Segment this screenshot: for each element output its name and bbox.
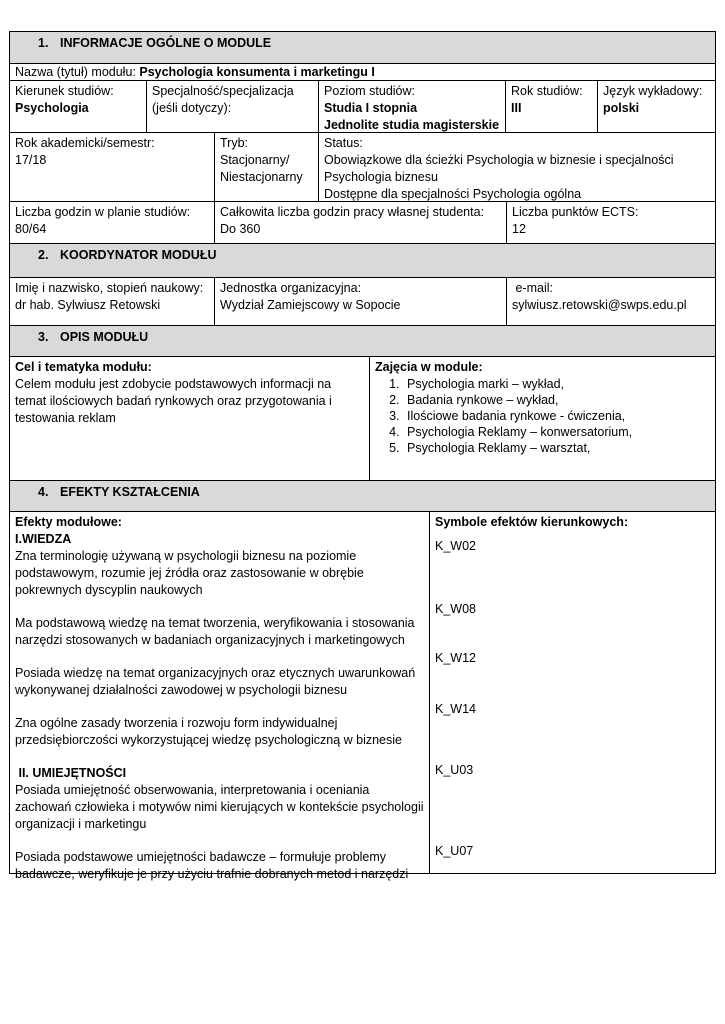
effect-symbol: K_W12 <box>435 651 476 665</box>
effect-symbol: K_W14 <box>435 702 476 716</box>
akad-label: Rok akademicki/semestr: <box>15 136 155 150</box>
status-line: Psychologia biznesu <box>324 170 438 184</box>
effect-text: przedsiębiorczości wykorzystującej wiedzę psychologiczną w biznesie <box>15 733 402 747</box>
godz-label: Liczba godzin w planie studiów: <box>15 205 191 219</box>
coordinator-row <box>9 278 716 326</box>
goal-text: temat ilościowych badań rynkowych oraz przygotowania i <box>15 394 332 408</box>
list-item: 3. Ilościowe badania rynkowe - ćwiczenia, <box>403 408 710 424</box>
poziom-label: Poziom studiów: <box>324 84 416 98</box>
module-card <box>9 31 716 881</box>
goal-text: Celem modułu jest zdobycie podstawowych informacji na <box>15 377 332 391</box>
unit-label: Jednostka organizacyjna: <box>220 281 362 295</box>
coordinator-name-value: dr hab. Sylwiusz Retowski <box>15 298 161 312</box>
effect-text: Zna terminologię używaną w psychologii biznesu na poziomie <box>15 549 357 563</box>
goal-text: testowania reklam <box>15 411 116 425</box>
effect-text: Zna ogólne zasady tworzenia i rozwoju form indywidualnej <box>15 716 338 730</box>
section-number: 1. <box>38 36 49 50</box>
kierunek-value: Psychologia <box>15 101 89 115</box>
effect-symbol: K_U03 <box>435 763 474 777</box>
effect-symbol: K_U07 <box>435 844 474 858</box>
umiejetnosci-label: II. UMIEJĘTNOŚCI <box>15 766 127 780</box>
academic-year-row <box>9 133 716 202</box>
classes-list <box>375 376 710 456</box>
section-title: INFORMACJE OGÓLNE O MODULE <box>60 36 272 50</box>
study-info-row <box>9 81 716 133</box>
section-number: 3. <box>38 330 49 344</box>
effect-text: podstawowym, rozumie jej źródła oraz zastosowanie w obrębie <box>15 566 364 580</box>
spec-label-sub: (jeśli dotyczy): <box>152 101 232 115</box>
effect-symbol: K_W08 <box>435 602 476 616</box>
jezyk-value: polski <box>603 101 640 115</box>
section-title: OPIS MODUŁU <box>60 330 149 344</box>
akad-value: 17/18 <box>15 153 47 167</box>
tryb-value-2: Niestacjonarny <box>220 170 303 184</box>
kierunek-label: Kierunek studiów: <box>15 84 114 98</box>
classes-label: Zajęcia w module: <box>375 360 483 374</box>
effect-text: organizacji i marketingu <box>15 817 147 831</box>
module-name-row <box>9 64 716 81</box>
list-item: 2. Badania rynkowe – wykład, <box>403 392 710 408</box>
effect-text: Posiada wiedzę na temat organizacyjnych oraz etycznych uwarunkowań <box>15 666 416 680</box>
poziom-value: Studia I stopnia <box>324 101 418 115</box>
email-label: e-mail: <box>512 281 553 295</box>
praca-label: Całkowita liczba godzin pracy własnej studenta: <box>220 205 485 219</box>
section-1-header <box>9 31 716 64</box>
status-line: Dostępne dla specjalności Psychologia ogólna <box>324 187 582 201</box>
ects-label: Liczba punktów ECTS: <box>512 205 639 219</box>
rok-label: Rok studiów: <box>511 84 583 98</box>
effect-text: Ma podstawową wiedzę na temat tworzenia, weryfikowania i stosowania <box>15 616 415 630</box>
section-2-header <box>9 244 716 278</box>
section-3-header <box>9 326 716 357</box>
effect-text: zachowań człowieka i motywów nimi kierujących w kontekście psychologii <box>15 800 424 814</box>
godz-value: 80/64 <box>15 222 47 236</box>
coordinator-name-label: Imię i nazwisko, stopień naukowy: <box>15 281 204 295</box>
ects-value: 12 <box>512 222 526 236</box>
praca-value: Do 360 <box>220 222 261 236</box>
section-title: EFEKTY KSZTAŁCENIA <box>60 485 200 499</box>
spec-label: Specjalność/specjalizacja <box>152 84 294 98</box>
effect-text: narzędzi stosowanych w badaniach organizacyjnych i marketingowych <box>15 633 405 647</box>
jezyk-label: Język wykładowy: <box>603 84 703 98</box>
section-4-header <box>9 481 716 512</box>
effect-text: badawcze, weryfikuje je przy użyciu trafnie dobranych metod i narzędzi <box>15 867 409 881</box>
effect-text: pokrewnych dyscyplin naukowych <box>15 583 203 597</box>
section-number: 2. <box>38 248 49 262</box>
list-item: 5. Psychologia Reklamy – warsztat, <box>403 440 710 456</box>
tryb-label: Tryb: <box>220 136 249 150</box>
status-line: Obowiązkowe dla ścieżki Psychologia w biznesie i specjalności <box>324 153 674 167</box>
section-number: 4. <box>38 485 49 499</box>
description-row <box>9 357 716 481</box>
wiedza-label: I.WIEDZA <box>15 532 72 546</box>
module-name-label: Nazwa (tytuł) modułu: <box>15 65 140 79</box>
goal-label: Cel i tematyka modułu: <box>15 360 152 374</box>
module-name-value: Psychologia konsumenta i marketingu I <box>139 65 375 79</box>
symbols-label: Symbole efektów kierunkowych: <box>435 515 629 529</box>
tryb-value: Stacjonarny/ <box>220 153 290 167</box>
poziom-value-2: Jednolite studia magisterskie <box>324 118 500 132</box>
effects-label: Efekty modułowe: <box>15 515 122 529</box>
list-item: 4. Psychologia Reklamy – konwersatorium, <box>403 424 710 440</box>
effects-table <box>9 512 716 881</box>
effect-text: Posiada podstawowe umiejętności badawcze – formułuje problemy <box>15 850 387 864</box>
status-label: Status: <box>324 136 363 150</box>
rok-value: III <box>511 101 522 115</box>
effect-text: wykonywanej działalności zawodowej w psychologii biznesu <box>15 683 348 697</box>
unit-value: Wydział Zamiejscowy w Sopocie <box>220 298 401 312</box>
effect-text: Posiada umiejętność obserwowania, interpretowania i oceniania <box>15 783 370 797</box>
email-value[interactable]: sylwiusz.retowski@swps.edu.pl <box>512 298 687 312</box>
section-title: KOORDYNATOR MODUŁU <box>60 248 217 262</box>
list-item: 1. Psychologia marki – wykład, <box>403 376 710 392</box>
hours-row <box>9 202 716 244</box>
effect-symbol: K_W02 <box>435 539 476 553</box>
